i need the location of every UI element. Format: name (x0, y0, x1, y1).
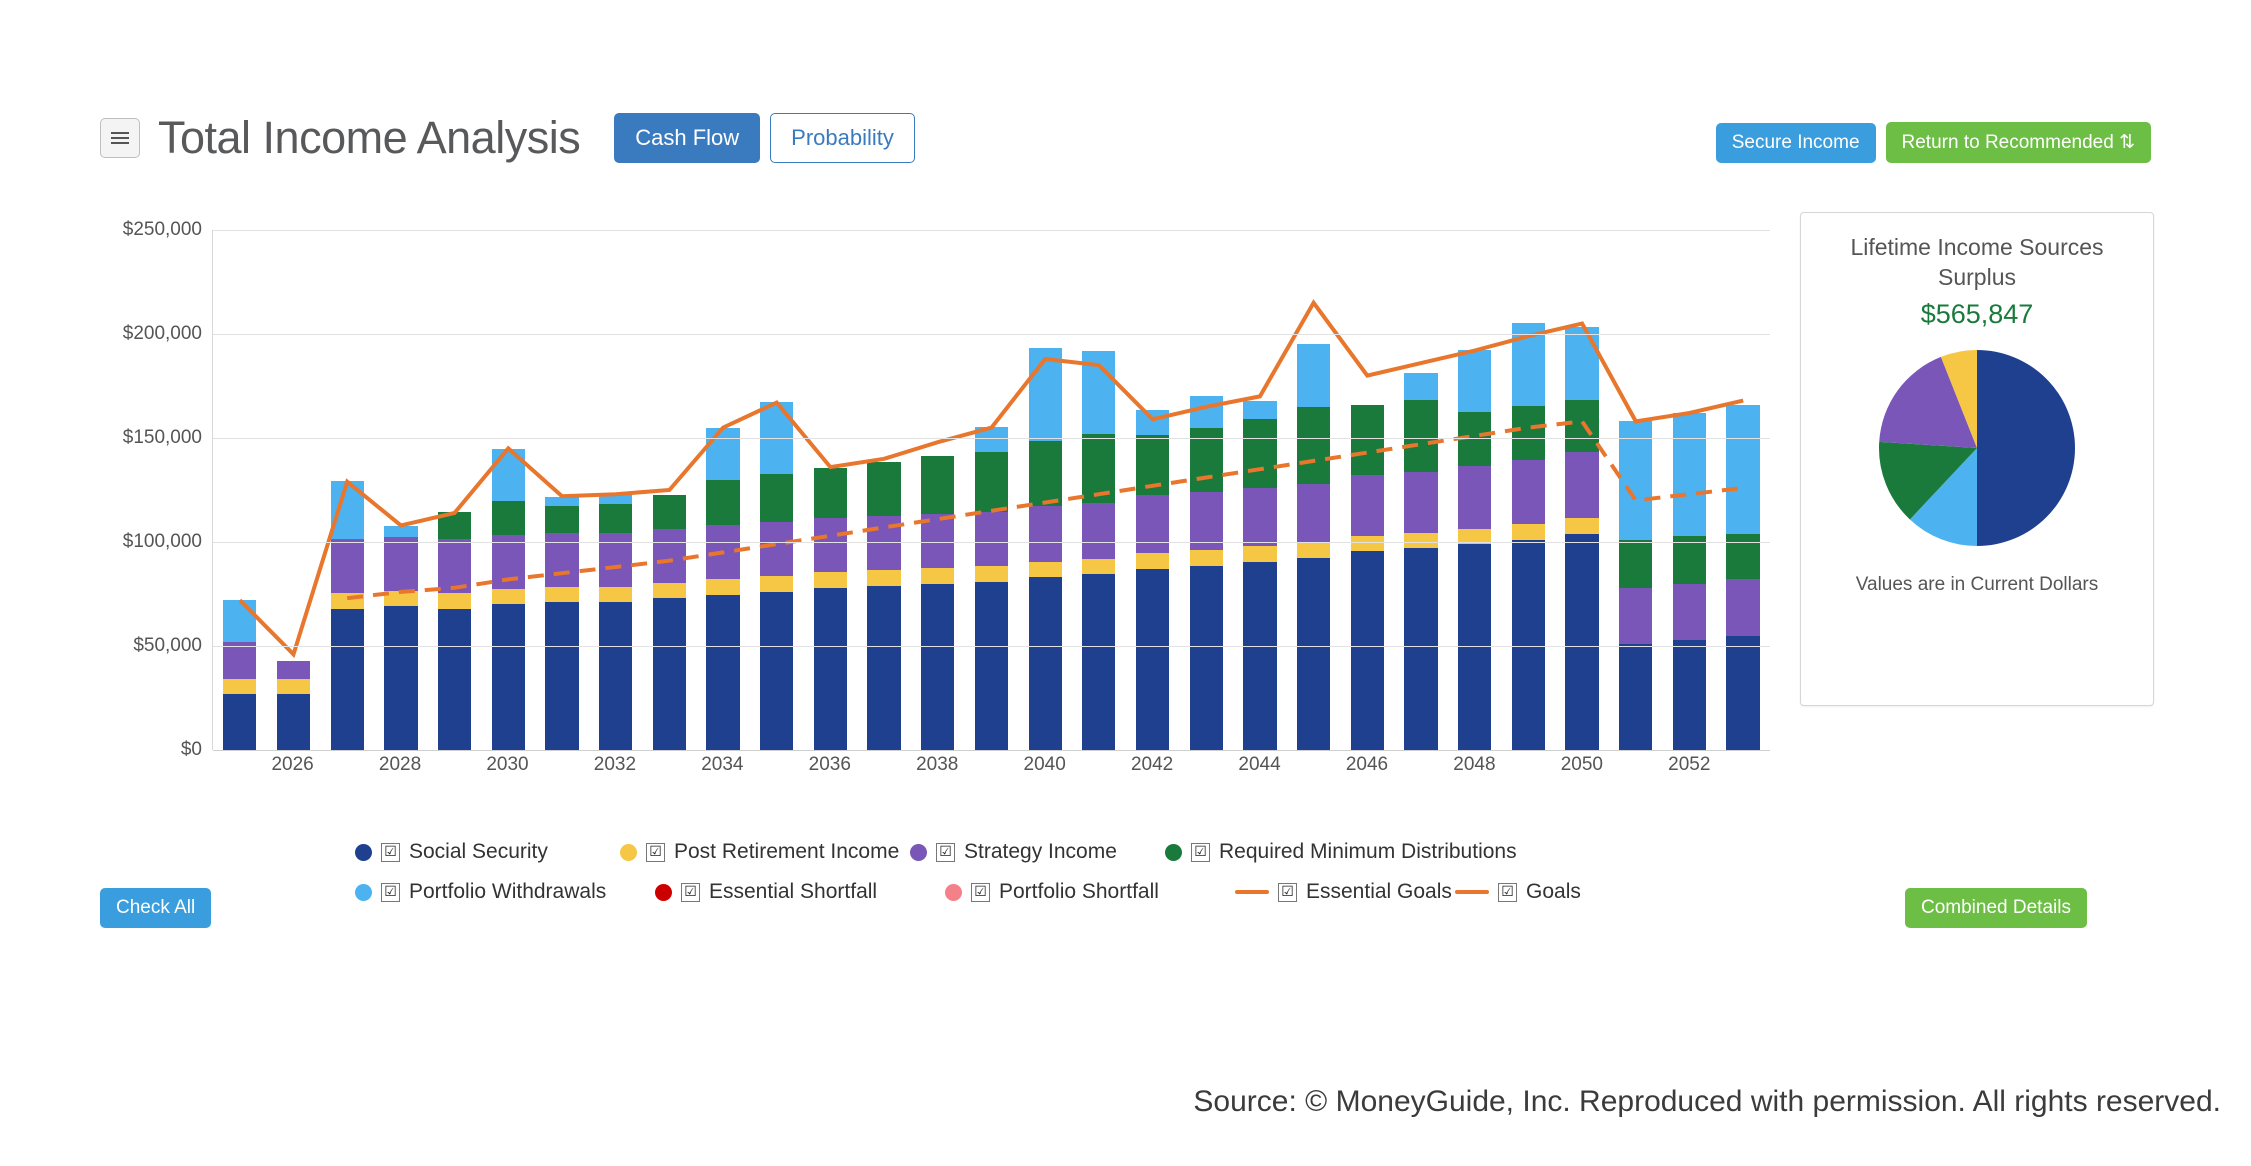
bar-column[interactable] (267, 230, 321, 750)
legend-checkbox[interactable]: ☑ (381, 843, 400, 862)
legend-line-icon (1235, 890, 1269, 894)
bar-segment (1190, 396, 1223, 427)
bar-column[interactable] (1179, 230, 1233, 750)
bar-segment (760, 522, 793, 576)
hamburger-icon[interactable] (100, 118, 140, 158)
view-mode-tabs (614, 113, 915, 163)
stacked-bar[interactable] (599, 493, 632, 750)
stacked-bar[interactable] (1404, 373, 1437, 750)
x-tick-label (427, 754, 481, 784)
bar-segment (760, 576, 793, 592)
y-tick-label: $100,000 (122, 531, 202, 552)
bar-segment (1673, 640, 1706, 750)
y-axis-labels (90, 219, 212, 760)
bar-column[interactable] (643, 230, 697, 750)
bar-segment (921, 568, 954, 584)
stacked-bar[interactable] (438, 512, 471, 750)
legend-item[interactable] (655, 880, 945, 904)
x-tick-label (642, 754, 696, 784)
stacked-bar[interactable] (331, 481, 364, 750)
bar-segment (384, 526, 417, 536)
x-tick-label (1501, 754, 1555, 784)
bar-segment (1351, 551, 1384, 750)
x-tick-label (1394, 754, 1448, 784)
x-tick-label: 2050 (1560, 754, 1603, 775)
bar-segment (1243, 562, 1276, 750)
legend-dot-icon (1165, 844, 1182, 861)
bar-column[interactable] (1502, 230, 1556, 750)
bar-column[interactable] (1340, 230, 1394, 750)
bar-segment (1726, 405, 1759, 534)
bar-column[interactable] (1609, 230, 1663, 750)
bar-segment (277, 679, 310, 694)
bar-segment (1029, 441, 1062, 505)
bar-segment (706, 595, 739, 750)
secure-income-button[interactable]: Secure Income (1716, 123, 1876, 163)
bar-segment (599, 493, 632, 503)
bar-segment (1565, 534, 1598, 750)
legend-dot-icon (620, 844, 637, 861)
y-tick-label: $0 (180, 739, 202, 760)
bar-segment (921, 456, 954, 514)
bar-segment (599, 533, 632, 587)
bar-segment (438, 609, 471, 750)
bar-segment (975, 427, 1008, 452)
bar-segment (1351, 405, 1384, 476)
bar-segment (1565, 518, 1598, 534)
pie-slice[interactable] (1977, 350, 2075, 546)
bar-column[interactable] (911, 230, 965, 750)
bar-segment (921, 584, 954, 750)
x-tick-label (857, 754, 911, 784)
stacked-bar[interactable] (1136, 410, 1169, 750)
bar-segment (1297, 558, 1330, 750)
check-all-button[interactable]: Check All (100, 888, 211, 928)
bar-segment (706, 579, 739, 595)
stacked-bar[interactable] (921, 456, 954, 750)
bar-segment (492, 589, 525, 605)
bar-segment (867, 570, 900, 586)
bar-segment (545, 497, 578, 505)
x-tick-label: 2034 (701, 754, 744, 775)
stacked-bar[interactable] (1243, 401, 1276, 750)
legend-checkbox[interactable]: ☑ (646, 843, 665, 862)
bar-segment (653, 583, 686, 599)
bar-segment (1458, 466, 1491, 528)
stacked-bar[interactable] (1673, 413, 1706, 750)
stacked-bar[interactable] (277, 661, 310, 750)
bar-segment (1297, 542, 1330, 558)
x-axis-labels (212, 754, 1770, 784)
stacked-bar[interactable] (814, 468, 847, 750)
stacked-bar[interactable] (492, 449, 525, 750)
bar-segment (223, 600, 256, 642)
bar-column[interactable] (1663, 230, 1717, 750)
bar-segment (545, 506, 578, 533)
panel-footnote: Values are in Current Dollars (1855, 573, 2099, 595)
bar-segment (1565, 327, 1598, 400)
legend-row-2 (355, 880, 1755, 904)
bar-segment (1404, 533, 1437, 549)
stacked-bar[interactable] (867, 462, 900, 750)
bar-segment (975, 566, 1008, 582)
bar-column[interactable] (481, 230, 535, 750)
x-tick-label (964, 754, 1018, 784)
bar-segment (492, 604, 525, 750)
bar-segment (1512, 460, 1545, 524)
bar-column[interactable] (1287, 230, 1341, 750)
tab-probability[interactable]: Probability (770, 113, 915, 163)
legend-dot-icon (910, 844, 927, 861)
bar-segment (599, 587, 632, 603)
legend-dot-icon (355, 884, 372, 901)
stacked-bar[interactable] (1458, 350, 1491, 750)
bar-segment (331, 539, 364, 593)
legend-item[interactable] (1235, 880, 1455, 904)
legend-item[interactable] (355, 840, 620, 864)
page-title: Total Income Analysis (158, 112, 581, 163)
y-tick-label: $200,000 (122, 323, 202, 344)
bar-segment (1297, 484, 1330, 542)
bar-column[interactable] (804, 230, 858, 750)
lifetime-income-panel (1800, 212, 2154, 706)
bar-segment (1297, 344, 1330, 406)
bar-segment (1619, 644, 1652, 750)
legend-label: Required Minimum Distributions (1219, 840, 1517, 863)
bar-segment (1512, 524, 1545, 540)
legend-line-icon (1455, 890, 1489, 894)
bar-segment (1136, 410, 1169, 435)
bar-segment (1565, 400, 1598, 452)
bar-segment (492, 501, 525, 534)
bar-column[interactable] (1448, 230, 1502, 750)
panel-title (1801, 233, 2153, 293)
pie-svg (1877, 348, 2077, 548)
legend-item[interactable] (910, 840, 1165, 864)
y-tick-label: $50,000 (133, 635, 202, 656)
bar-column[interactable] (213, 230, 267, 750)
bar-segment (1404, 472, 1437, 532)
bar-segment (599, 602, 632, 750)
combined-details-button[interactable]: Combined Details (1905, 888, 2087, 928)
bar-segment (975, 452, 1008, 512)
legend-dot-icon (945, 884, 962, 901)
bar-column[interactable] (1394, 230, 1448, 750)
x-tick-label: 2042 (1130, 754, 1174, 775)
bar-segment (1136, 435, 1169, 495)
bar-segment (653, 529, 686, 583)
legend-checkbox[interactable]: ☑ (681, 883, 700, 902)
stacked-bar[interactable] (1297, 344, 1330, 750)
bar-segment (867, 462, 900, 516)
bar-segment (1726, 534, 1759, 580)
y-tick-label: $250,000 (122, 219, 202, 240)
stacked-bar[interactable] (706, 428, 739, 750)
bar-segment (599, 504, 632, 533)
bar-segment (1136, 569, 1169, 750)
bar-column[interactable] (1716, 230, 1770, 750)
bar-segment (975, 512, 1008, 566)
stacked-bar[interactable] (384, 526, 417, 750)
x-tick-label (1286, 754, 1340, 784)
bar-segment (331, 481, 364, 539)
bar-segment (1029, 506, 1062, 562)
bar-segment (1082, 574, 1115, 750)
legend-label: Essential Shortfall (709, 880, 878, 903)
gridline (213, 230, 1770, 231)
bar-segment (921, 514, 954, 568)
x-tick-label (1716, 754, 1770, 784)
bar-column[interactable] (1072, 230, 1126, 750)
income-chart (90, 219, 1770, 790)
bar-column[interactable] (1126, 230, 1180, 750)
stacked-bar[interactable] (760, 402, 793, 750)
bar-segment (1619, 421, 1652, 540)
x-tick-label: 2036 (808, 754, 851, 775)
bar-segment (492, 449, 525, 501)
bar-column[interactable] (589, 230, 643, 750)
gridline (213, 334, 1770, 335)
bar-segment (223, 694, 256, 750)
x-tick-label (749, 754, 803, 784)
bar-segment (1619, 588, 1652, 644)
legend-checkbox[interactable]: ☑ (936, 843, 955, 862)
bar-column[interactable] (1233, 230, 1287, 750)
stacked-bar[interactable] (1565, 327, 1598, 750)
bar-segment (1082, 503, 1115, 559)
stacked-bar[interactable] (975, 427, 1008, 750)
legend-dot-icon (655, 884, 672, 901)
legend-item[interactable] (1165, 840, 1565, 864)
x-tick-label: 2046 (1345, 754, 1389, 775)
x-tick-label: 2038 (916, 754, 959, 775)
bar-segment (1565, 452, 1598, 519)
return-to-recommended-button[interactable]: Return to Recommended ⇅ (1886, 122, 2151, 163)
bar-segment (1029, 562, 1062, 578)
gridline (213, 750, 1770, 751)
bar-segment (1190, 566, 1223, 750)
stacked-bar[interactable] (223, 600, 256, 750)
bar-segment (1190, 550, 1223, 566)
bar-segment (438, 593, 471, 609)
x-tick-label (1072, 754, 1126, 784)
stacked-bar[interactable] (1190, 396, 1223, 750)
x-tick-label (319, 754, 373, 784)
bar-column[interactable] (857, 230, 911, 750)
page-header (100, 112, 915, 164)
stacked-bar[interactable] (1082, 351, 1115, 750)
bar-column[interactable] (428, 230, 482, 750)
bar-segment (760, 474, 793, 522)
bar-segment (1082, 559, 1115, 575)
bar-segment (1404, 548, 1437, 750)
bar-segment (1404, 373, 1437, 400)
bar-column[interactable] (1555, 230, 1609, 750)
legend-label: Essential Goals (1306, 880, 1452, 903)
bar-segment (1351, 475, 1384, 535)
legend-label: Portfolio Withdrawals (409, 880, 607, 903)
bar-segment (653, 495, 686, 528)
bar-segment (814, 588, 847, 750)
stacked-bar[interactable] (1619, 421, 1652, 750)
legend-label: Social Security (409, 840, 548, 863)
header-actions (1716, 122, 2151, 163)
x-tick-label (1609, 754, 1663, 784)
bar-segment (653, 598, 686, 750)
legend-label: Portfolio Shortfall (999, 880, 1159, 903)
legend-checkbox[interactable]: ☑ (1498, 883, 1517, 902)
x-tick-label (534, 754, 588, 784)
bar-column[interactable] (535, 230, 589, 750)
bar-segment (1136, 495, 1169, 553)
bar-segment (384, 537, 417, 591)
bar-segment (760, 592, 793, 750)
x-tick-label: 2052 (1668, 754, 1711, 775)
bar-segment (867, 586, 900, 750)
x-tick-label: 2044 (1238, 754, 1281, 775)
legend-row-1 (355, 840, 1755, 864)
bar-segment (706, 428, 739, 480)
stacked-bar[interactable] (1512, 323, 1545, 750)
y-tick-label: $150,000 (122, 427, 202, 448)
stacked-bar[interactable] (545, 497, 578, 750)
bar-segment (1619, 540, 1652, 588)
bar-segment (223, 679, 256, 694)
x-tick-label: 2030 (486, 754, 529, 775)
bar-segment (223, 642, 256, 679)
bar-segment (545, 587, 578, 603)
legend-label: Goals (1526, 880, 1581, 903)
bar-segment (545, 533, 578, 587)
stacked-bar[interactable] (1029, 348, 1062, 750)
bar-segment (438, 539, 471, 593)
tab-cash-flow[interactable]: Cash Flow (614, 113, 760, 163)
legend-checkbox[interactable]: ☑ (1278, 883, 1297, 902)
gridline (213, 646, 1770, 647)
legend-item[interactable] (1455, 880, 1635, 904)
gridline (213, 542, 1770, 543)
bar-segment (1243, 546, 1276, 562)
x-tick-label: 2048 (1453, 754, 1496, 775)
bar-segment (1136, 553, 1169, 569)
gridline (213, 438, 1770, 439)
bar-segment (277, 661, 310, 680)
stacked-bar[interactable] (653, 495, 686, 750)
bar-segment (1351, 536, 1384, 552)
bar-segment (1512, 406, 1545, 460)
stacked-bar[interactable] (1726, 405, 1759, 750)
bar-segment (1029, 577, 1062, 750)
legend-checkbox[interactable]: ☑ (1191, 843, 1210, 862)
legend-dot-icon (355, 844, 372, 861)
bar-segment (1673, 413, 1706, 536)
bar-segment (814, 572, 847, 588)
bar-segment (706, 480, 739, 526)
legend-item[interactable] (945, 880, 1235, 904)
bar-segment (1243, 488, 1276, 546)
bar-segment (1243, 419, 1276, 488)
bar-segment (1512, 323, 1545, 406)
bar-segment (384, 591, 417, 607)
legend-label: Strategy Income (964, 840, 1117, 863)
bar-segment (1082, 351, 1115, 434)
bar-segment (1029, 348, 1062, 442)
legend-item[interactable] (355, 880, 655, 904)
stacked-bar[interactable] (1351, 405, 1384, 750)
bar-segment (867, 516, 900, 570)
bar-segment (814, 518, 847, 572)
legend-label: Post Retirement Income (674, 840, 900, 863)
bar-segment (438, 512, 471, 539)
legend-checkbox[interactable]: ☑ (971, 883, 990, 902)
bar-segment (331, 593, 364, 609)
income-sources-pie (1801, 348, 2153, 548)
bar-segment (1458, 544, 1491, 750)
x-tick-label: 2026 (271, 754, 314, 775)
x-tick-label: 2032 (593, 754, 637, 775)
panel-title-line2: Surplus (1938, 263, 2016, 290)
bar-segment (706, 525, 739, 579)
bar-segment (1512, 540, 1545, 750)
bar-column[interactable] (374, 230, 428, 750)
bar-segment (277, 694, 310, 750)
bar-column[interactable] (320, 230, 374, 750)
bar-segment (331, 609, 364, 750)
bar-segment (1726, 579, 1759, 635)
bar-segment (545, 602, 578, 750)
x-tick-label: 2028 (378, 754, 422, 775)
legend-checkbox[interactable]: ☑ (381, 883, 400, 902)
surplus-amount: $565,847 (1920, 298, 2034, 329)
bar-segment (1297, 407, 1330, 484)
bar-segment (1243, 401, 1276, 420)
bar-column[interactable] (750, 230, 804, 750)
bar-segment (1458, 412, 1491, 466)
bar-segment (1458, 350, 1491, 412)
bar-column[interactable] (1018, 230, 1072, 750)
plot-area (212, 230, 1770, 750)
x-tick-label (1179, 754, 1233, 784)
bar-segment (975, 582, 1008, 750)
bar-series (213, 230, 1770, 750)
bar-column[interactable] (696, 230, 750, 750)
chart-legend (355, 840, 1755, 904)
source-attribution: Source: © MoneyGuide, Inc. Reproduced with permission. All rights reserved. (1193, 1085, 2221, 1118)
bar-segment (1404, 400, 1437, 473)
legend-item[interactable] (620, 840, 910, 864)
bar-segment (1726, 636, 1759, 750)
bar-segment (1082, 434, 1115, 503)
bar-segment (384, 606, 417, 750)
bar-segment (814, 468, 847, 518)
bar-column[interactable] (965, 230, 1019, 750)
bar-segment (1673, 584, 1706, 640)
x-tick-label (212, 754, 266, 784)
panel-title-line1: Lifetime Income Sources (1850, 234, 2104, 260)
x-tick-label: 2040 (1023, 754, 1066, 775)
